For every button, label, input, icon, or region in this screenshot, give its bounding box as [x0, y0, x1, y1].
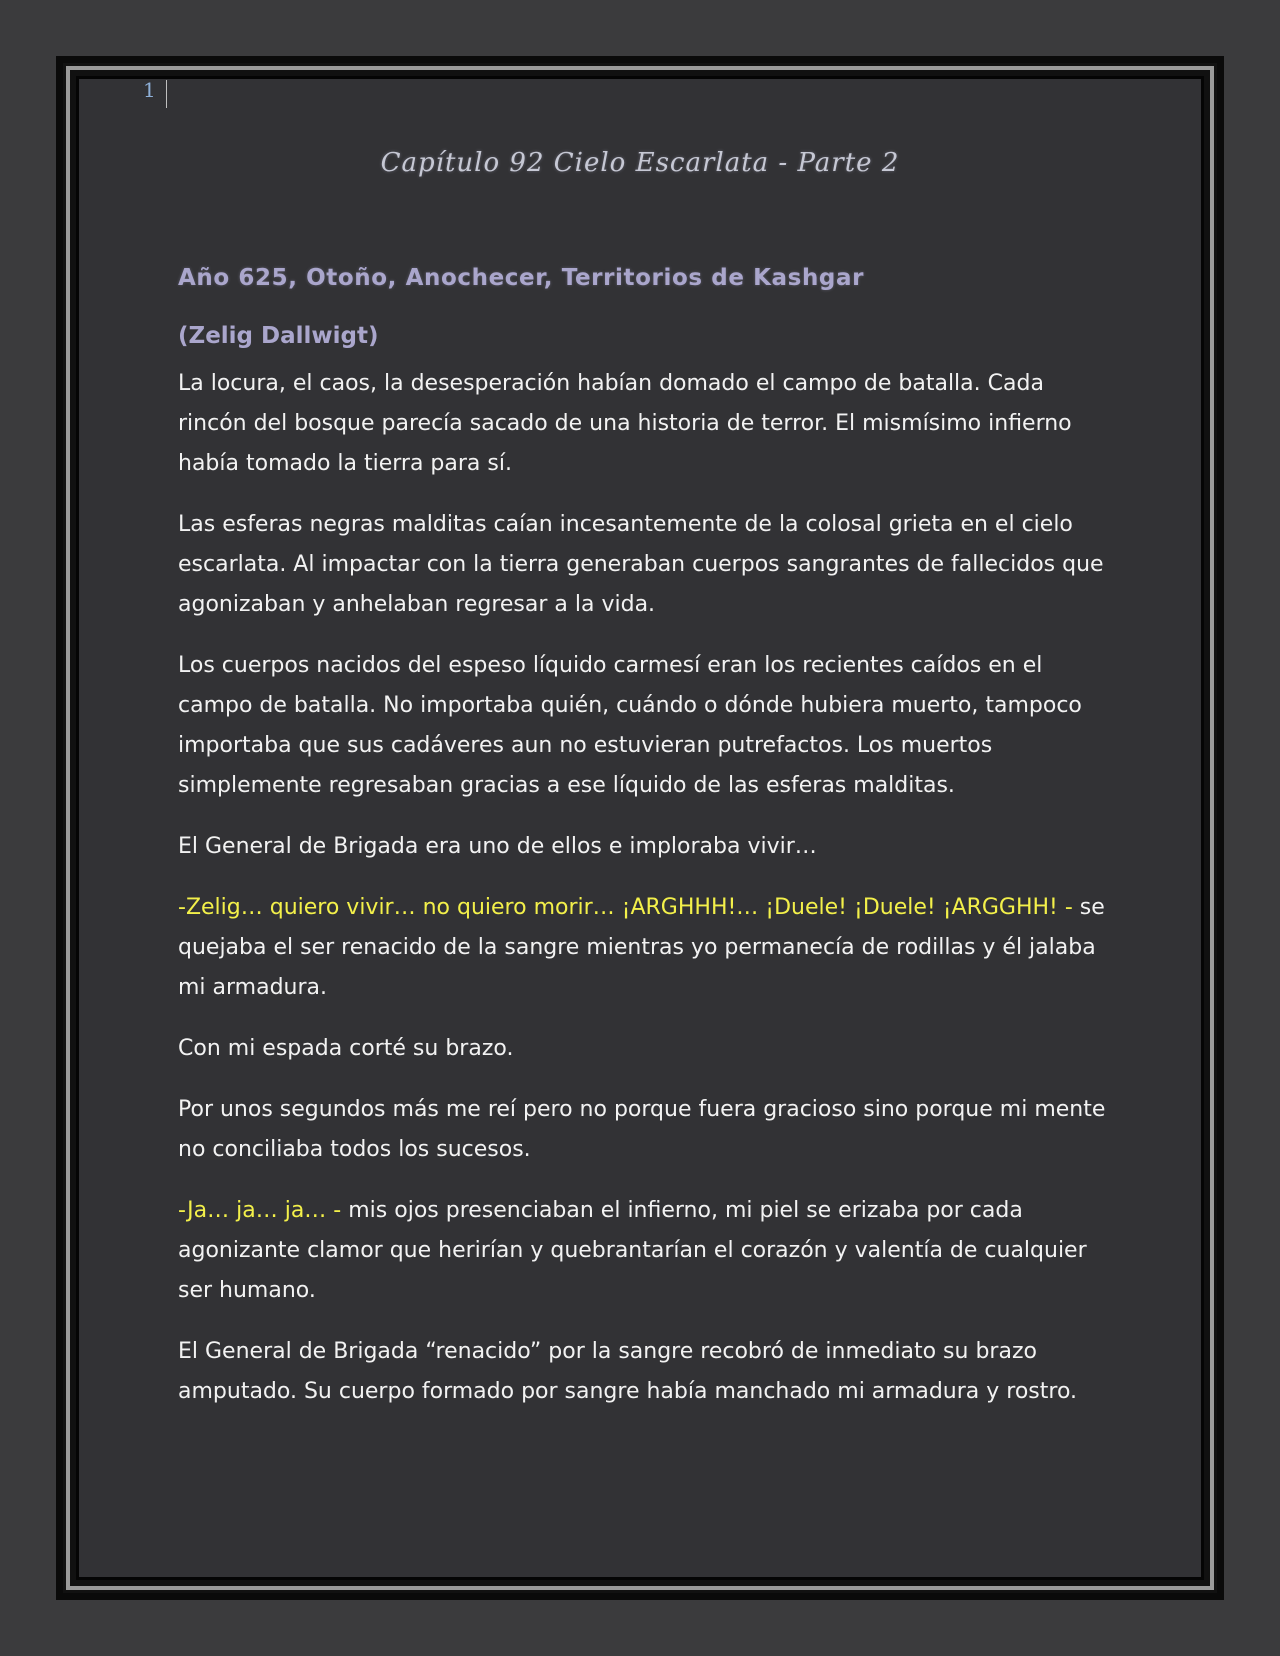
paragraph [178, 1332, 1108, 1412]
dialogue-text: -Zelig… quiero vivir… no quiero morir… ¡ARGHHH!… ¡Duele! ¡Duele! ¡ARGGHH! - [178, 895, 1073, 920]
paragraph [178, 505, 1108, 625]
paragraph-text: Por unos segundos más me reí pero no porque fuera gracioso sino porque mi mente no conciliaba todos los sucesos. [178, 1097, 1106, 1162]
paragraph [178, 827, 1108, 867]
paragraph-text: El General de Brigada era uno de ellos e imploraba vivir… [178, 834, 817, 859]
page-number: 1 [143, 78, 156, 102]
pov-label: (Zelig Dallwigt) [178, 323, 379, 349]
dialogue-text: -Ja… ja… ja… - [178, 1198, 342, 1223]
paragraph-text: El General de Brigada “renacido” por la sangre recobró de inmediato su brazo amputado. Su cuerpo formado por sangre había manchado mi armadura y rostro. [178, 1339, 1078, 1404]
paragraph [178, 1090, 1108, 1170]
paragraph-text: Los cuerpos nacidos del espeso líquido carmesí eran los recientes caídos en el campo de batalla. No importaba quién, cuándo o dónde hubiera muerto, tampoco importaba que sus cadáveres aun no estuvieran putrefactos. Los muertos simplemente regresaban gracias a ese líquido de las esferas malditas. [178, 653, 1082, 798]
document-body [178, 258, 1108, 1433]
paragraph [178, 888, 1108, 1008]
text-cursor [166, 80, 167, 108]
paragraph-text: La locura, el caos, la desesperación habían domado el campo de batalla. Cada rincón del bosque parecía sacado de una historia de terror. El mismísimo infierno había tomado la tierra para sí. [178, 371, 1072, 476]
paragraph-text: mis ojos presenciaban el infierno, mi piel se erizaba por cada agonizante clamor que herirían y quebrantarían el corazón y valentía de cualquier ser humano. [178, 1198, 1087, 1303]
chapter-title: Capítulo 92 Cielo Escarlata - Parte 2 [380, 148, 900, 178]
paragraph [178, 1191, 1108, 1311]
paragraph [178, 646, 1108, 806]
section-heading: Año 625, Otoño, Anochecer, Territorios de Kashgar [178, 265, 865, 291]
paragraph [178, 364, 1108, 484]
paragraph [178, 1029, 1108, 1069]
paragraph-text: Con mi espada corté su brazo. [178, 1036, 514, 1061]
paragraph-text: Las esferas negras malditas caían incesantemente de la colosal grieta en el cielo escarlata. Al impactar con la tierra generaban cuerpos sangrantes de fallecidos que agonizaban y anhelaban regresar a la vida. [178, 512, 1104, 617]
paragraph-text: se quejaba el ser renacido de la sangre mientras yo permanecía de rodillas y él jalaba mi armadura. [178, 895, 1105, 1000]
